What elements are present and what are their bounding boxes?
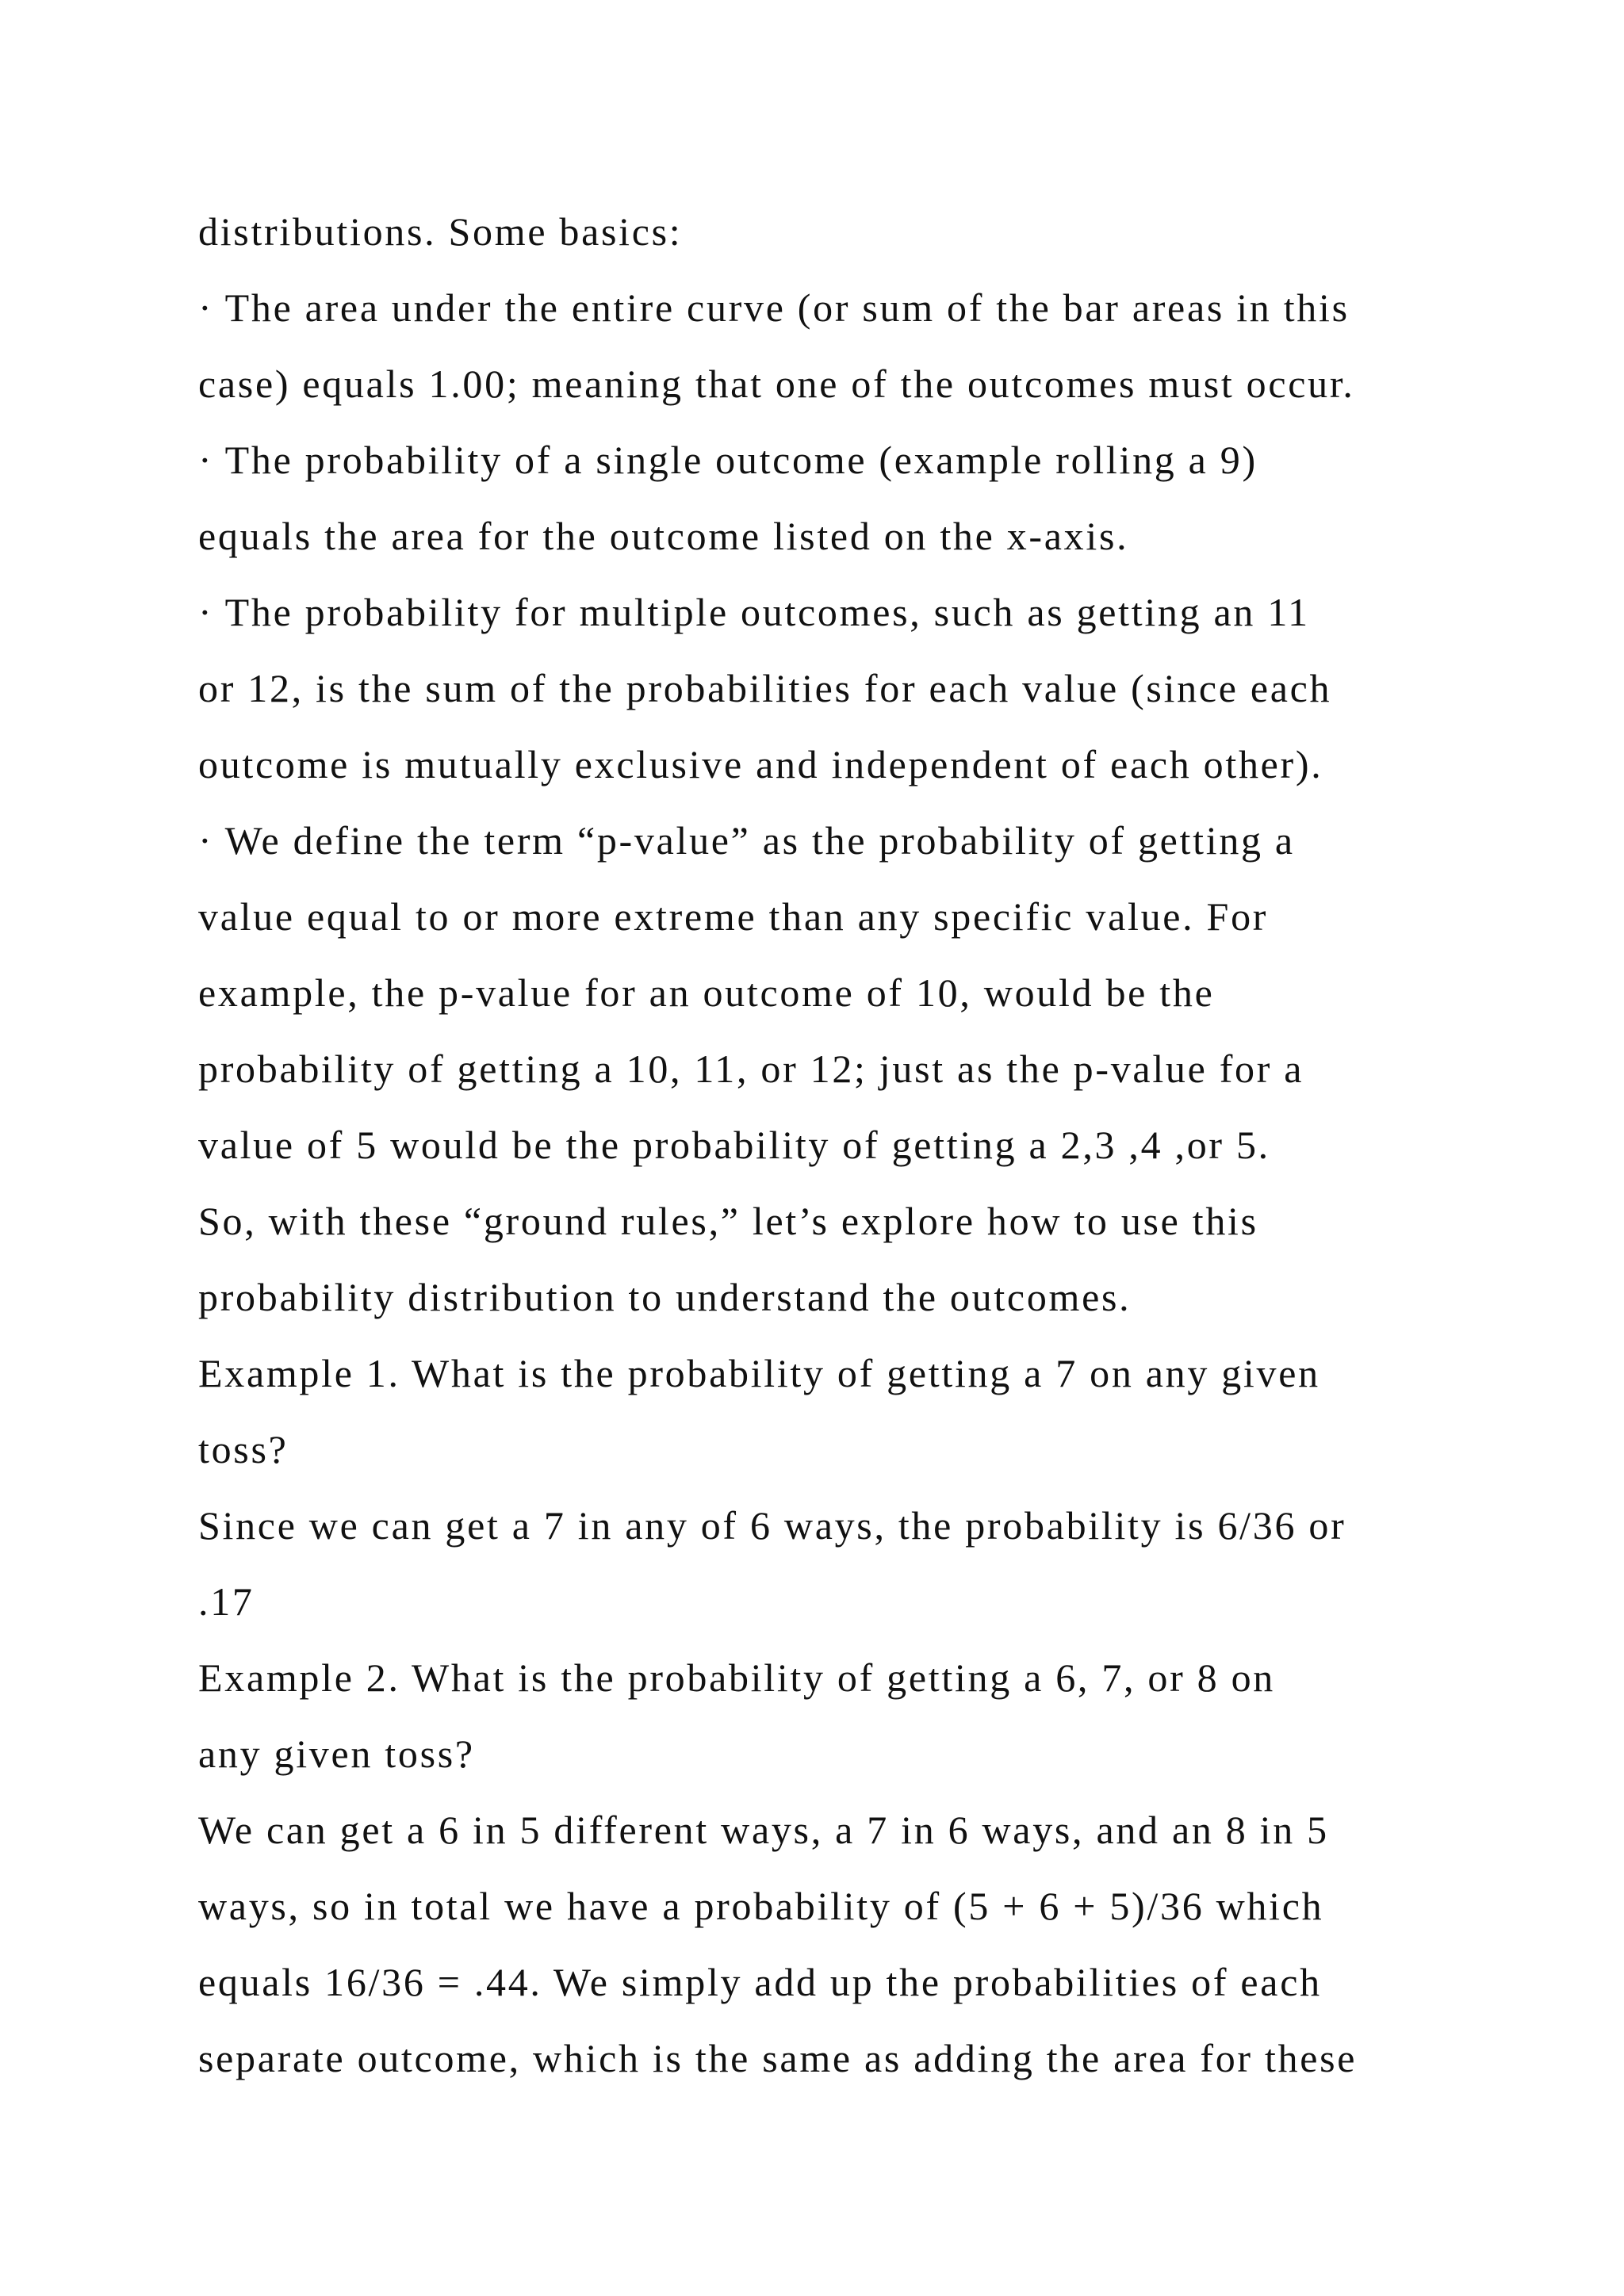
text-line: probability of getting a 10, 11, or 12; just as the p-value for a [198, 1047, 1304, 1091]
text-line: case) equals 1.00; meaning that one of the outcomes must occur. [198, 362, 1355, 406]
text-line: probability distribution to understand the outcomes. [198, 1275, 1132, 1319]
text-line: .17 [198, 1579, 255, 1624]
text-line: any given toss? [198, 1732, 475, 1776]
bullet-line: · The probability of a single outcome (example rolling a 9) [198, 438, 1258, 482]
text-line: example, the p-value for an outcome of 10, would be the [198, 970, 1215, 1015]
example-heading-line: Example 1. What is the probability of getting a 7 on any given [198, 1351, 1320, 1395]
text-line: outcome is mutually exclusive and independent of each other). [198, 742, 1323, 786]
text-line: ways, so in total we have a probability of (5 + 6 + 5)/36 which [198, 1884, 1324, 1928]
text-line: So, with these “ground rules,” let’s explore how to use this [198, 1199, 1258, 1243]
text-line: We can get a 6 in 5 different ways, a 7 in 6 ways, and an 8 in 5 [198, 1808, 1329, 1852]
body-text [198, 193, 1435, 2096]
bullet-line: · The area under the entire curve (or sum of the bar areas in this [198, 285, 1350, 330]
text-line: equals 16/36 = .44. We simply add up the probabilities of each [198, 1960, 1322, 2004]
text-line: or 12, is the sum of the probabilities for each value (since each [198, 666, 1332, 710]
bullet-line: · We define the term “p-value” as the probability of getting a [198, 818, 1295, 863]
text-line: toss? [198, 1427, 289, 1471]
text-line: value of 5 would be the probability of getting a 2,3 ,4 ,or 5. [198, 1123, 1270, 1167]
text-line: value equal to or more extreme than any specific value. For [198, 894, 1269, 939]
example-heading-line: Example 2. What is the probability of getting a 6, 7, or 8 on [198, 1655, 1275, 1700]
text-line: Since we can get a 7 in any of 6 ways, the probability is 6/36 or [198, 1503, 1346, 1548]
bullet-line: · The probability for multiple outcomes, such as getting an 11 [198, 590, 1310, 634]
text-line: distributions. Some basics: [198, 209, 683, 254]
text-line: separate outcome, which is the same as adding the area for these [198, 2036, 1358, 2080]
text-line: equals the area for the outcome listed on the x-axis. [198, 514, 1129, 558]
